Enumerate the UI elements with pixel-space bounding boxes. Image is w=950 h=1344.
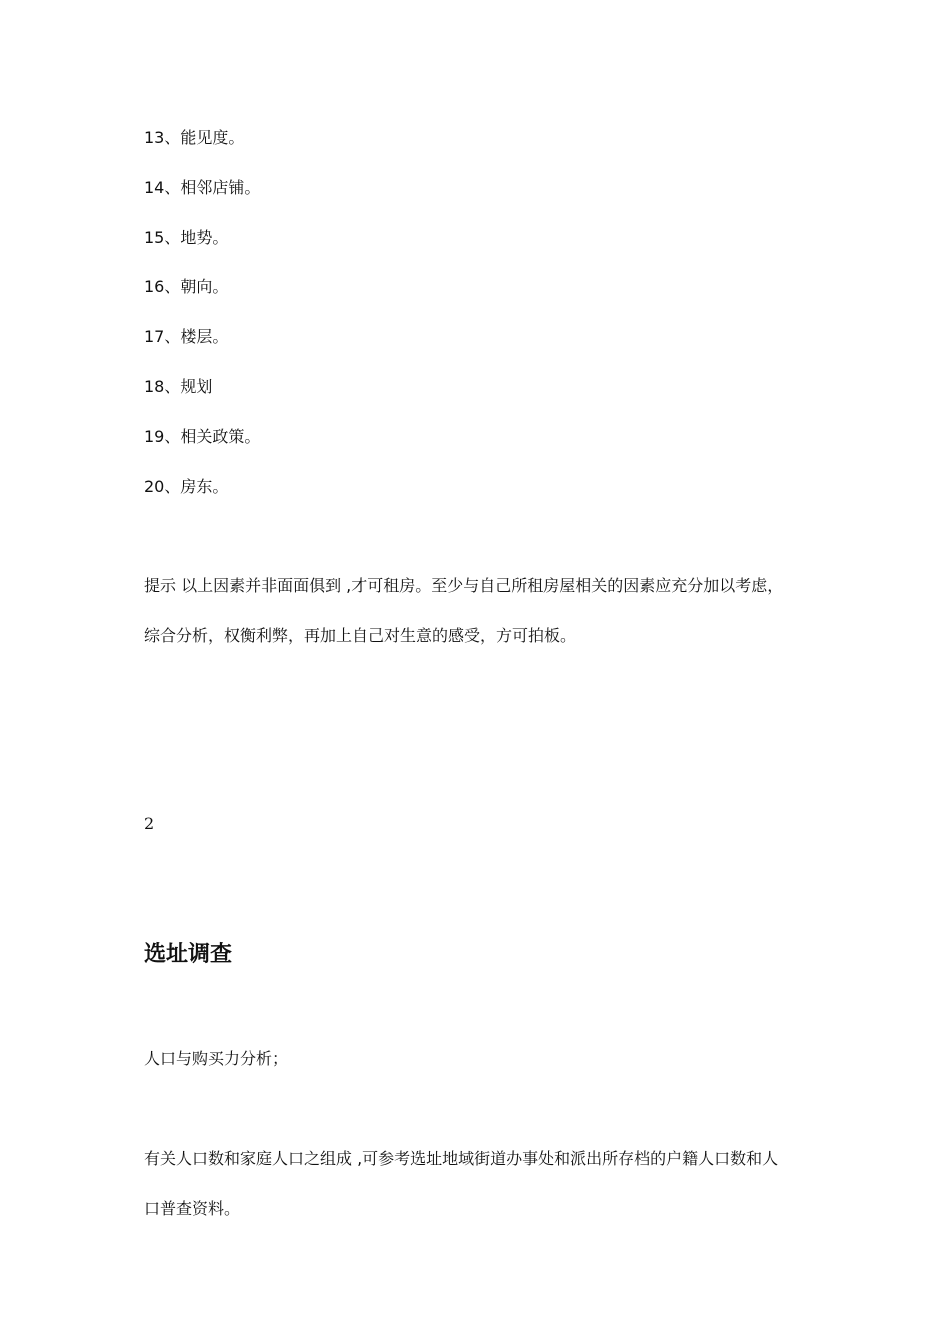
- paragraph-line: 有关人口数和家庭人口之组成 ,可参考选址地域街道办事处和派出所存档的户籍人口数和人: [144, 1149, 779, 1168]
- list-item: 15、地势。: [144, 228, 229, 247]
- tip-line: 综合分析，权衡利弊，再加上自己对生意的感受，方可拍板。: [144, 626, 577, 645]
- list-item: 14、相邻店铺。: [144, 178, 261, 197]
- list-item: 19、相关政策。: [144, 427, 261, 446]
- list-item: 18、规划: [144, 377, 213, 396]
- list-item: 13、能见度。: [144, 128, 245, 147]
- section-title: 选址调查: [144, 942, 233, 967]
- paragraph-line: 口普查资料。: [144, 1199, 241, 1218]
- list-item: 20、房东。: [144, 477, 229, 496]
- tip-line: 提示 以上因素并非面面俱到 ,才可租房。至少与自己所租房屋相关的因素应充分加以考虑，: [144, 576, 784, 595]
- section-subtitle: 人口与购买力分析；: [144, 1049, 289, 1068]
- list-item: 17、楼层。: [144, 327, 229, 346]
- list-item: 16、朝向。: [144, 277, 229, 296]
- page-number: 2: [144, 814, 155, 833]
